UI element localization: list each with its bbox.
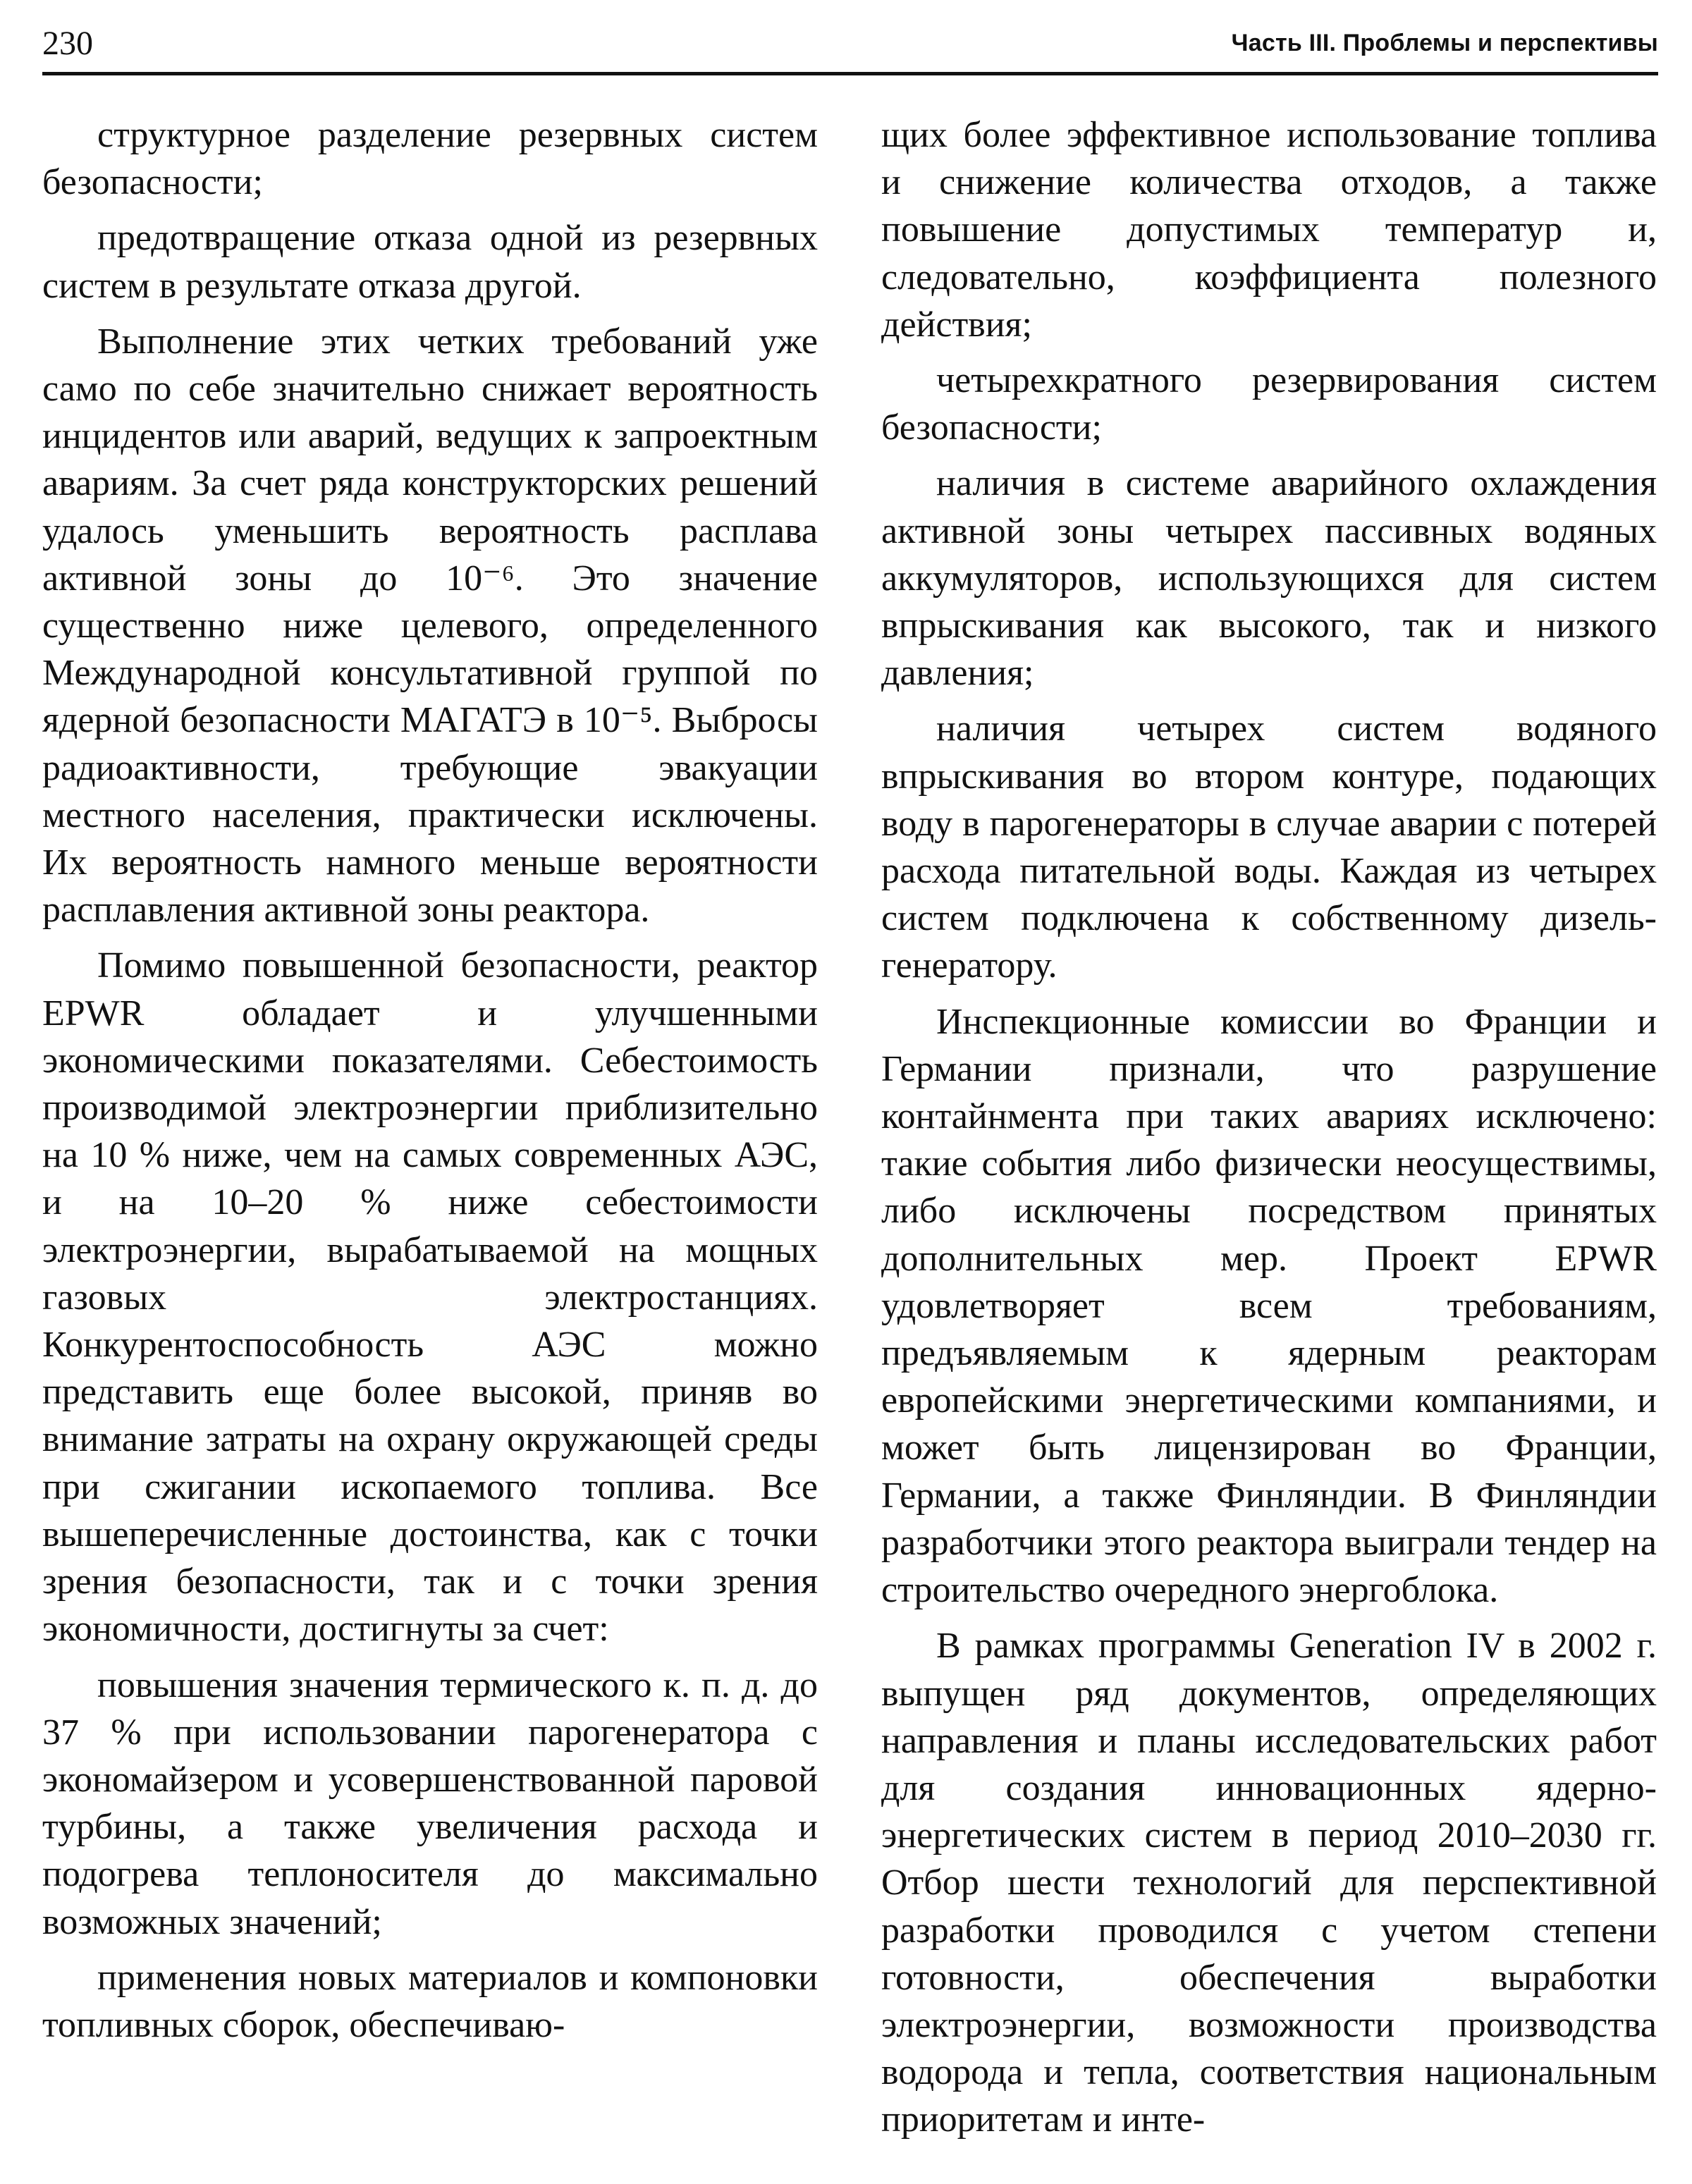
- paragraph: четырехкратного резервирования систем безопасности;: [881, 360, 1657, 448]
- header-rule: [42, 72, 1658, 75]
- page-number: 230: [42, 25, 93, 62]
- left-column: [42, 111, 818, 2177]
- paragraph: предотвращение отказа одной из резервных систем в результате отказа другой.: [42, 218, 818, 306]
- paragraph: Инспекционные комиссии во Франции и Германии признали, что разрушение контайнмента при таких авариях исключено: такие события либо физически неосуществимы, либо исключены посредством принятых дополнительных мер. Проект EPWR удовлетворяет всем требованиям, предъявляемым к ядерным реакторам европейскими энергетическими компаниями, и может быть лицензирован во Франции, Германии, а также Финляндии. В Финляндии разработчики этого реактора выиграли тендер на строительство очередного энергоблока.: [881, 1001, 1657, 1611]
- paragraph: применения новых материалов и компоновки топливных сборок, обеспечиваю-: [42, 1957, 818, 2045]
- paragraph: В рамках программы Generation IV в 2002 г. выпущен ряд документов, определяющих направления и планы исследовательских работ для создания инновационных ядерно-энергетических систем в период 2010–2030 гг. Отбор шести технологий для перспективной разработки проводился с учетом степени готовности, обеспечения выработки электроэнергии, возможности производства водорода и тепла, соответствия национальным приоритетам и инте-: [881, 1626, 1657, 2140]
- paragraph-continuation: щих более эффективное использование топлива и снижение количества отходов, а также повышение допустимых температур и, следовательно, коэффициента полезного действия;: [881, 115, 1657, 345]
- paragraph: Помимо повышенной безопасности, реактор EPWR обладает и улучшенными экономическими показателями. Себестоимость производимой электроэнергии приблизительно на 10 % ниже, чем на самых современных АЭС, и на 10–20 % ниже себестоимости электроэнергии, вырабатываемой на мощных газовых электростанциях. Конкурентоспособность АЭС можно представить еще более высокой, приняв во внимание затраты на охрану окружающей среды при сжигании ископаемого топлива. Все вышеперечисленные достоинства, как с точки зрения безопасности, так и с точки зрения экономичности, достигнуты за счет:: [42, 945, 818, 1650]
- paragraph: повышения значения термического к. п. д. до 37 % при использовании парогенератора с экономайзером и усовершенствованной паровой турбины, а также увеличения расхода и подогрева теплоносителя до максимально возможных значений;: [42, 1664, 818, 1942]
- paragraph: структурное разделение резервных систем безопасности;: [42, 115, 818, 203]
- paragraph: наличия в системе аварийного охлаждения активной зоны четырех пассивных водяных аккумуляторов, использующихся для систем впрыскивания как высокого, так и низкого давления;: [881, 463, 1657, 694]
- paragraph: наличия четырех систем водяного впрыскивания во втором контуре, подающих воду в парогенераторы в случае аварии с потерей расхода питательной воды. Каждая из четырех систем подключена к собственному дизель-генератору.: [881, 708, 1657, 986]
- right-column: [881, 111, 1657, 2177]
- paragraph: Выполнение этих четких требований уже само по себе значительно снижает вероятность инцидентов или аварий, ведущих к запроектным авариям. За счет ряда конструкторских решений удалось уменьшить вероятность расплава активной зоны до 10⁻⁶. Это значение существенно ниже целевого, определенного Международной консультативной группой по ядерной безопасности МАГАТЭ в 10⁻⁵. Выбросы радиоактивности, требующие эвакуации местного населения, практически исключены. Их вероятность намного меньше вероятности расплавления активной зоны реактора.: [42, 321, 818, 931]
- running-title: Часть III. Проблемы и перспективы: [1231, 30, 1658, 56]
